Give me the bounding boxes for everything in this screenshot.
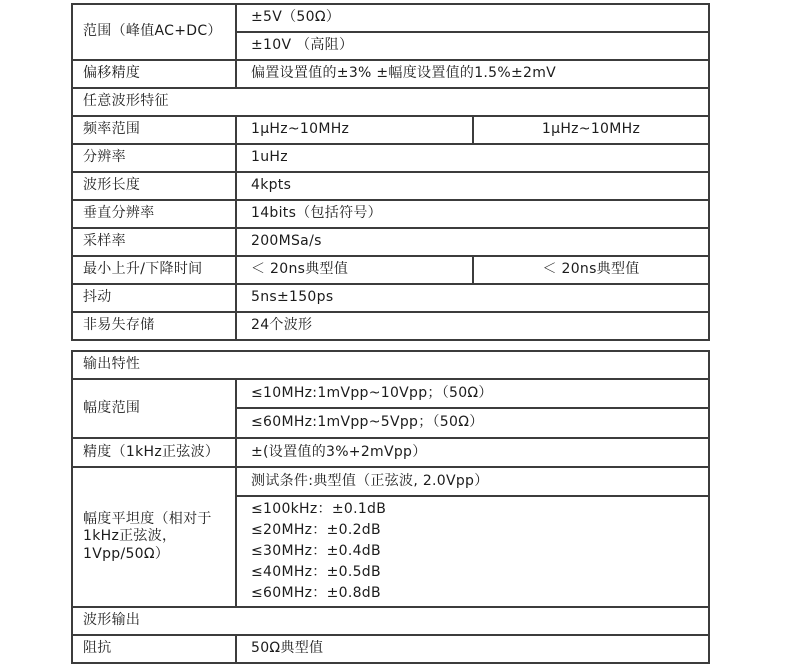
flatness-line-20mhz: ≤20MHz：±0.2dB bbox=[251, 522, 381, 538]
freq-range-value-right: 1μHz~10MHz bbox=[473, 116, 709, 144]
rise-fall-time-label: 最小上升/下降时间 bbox=[72, 256, 236, 284]
amplitude-range-value-60mhz: ≤60MHz:1mVpp~5Vpp；（50Ω） bbox=[236, 408, 709, 438]
sample-rate-value: 200MSa/s bbox=[236, 228, 709, 256]
rise-fall-time-value-right: ＜ 20ns典型值 bbox=[473, 256, 709, 284]
row-section-waveform-output bbox=[72, 607, 709, 635]
freq-range-value-left: 1μHz~10MHz bbox=[236, 116, 473, 144]
range-value-50ohm: ±5V（50Ω） bbox=[236, 4, 709, 32]
freq-range-label: 频率范围 bbox=[72, 116, 236, 144]
rise-fall-time-value-left: ＜ 20ns典型值 bbox=[236, 256, 473, 284]
sample-rate-label: 采样率 bbox=[72, 228, 236, 256]
wave-length-value: 4kpts bbox=[236, 172, 709, 200]
accuracy-label: 精度（1kHz正弦波） bbox=[72, 438, 236, 467]
vertical-resolution-value: 14bits（包括符号） bbox=[236, 200, 709, 228]
row-flatness-condition bbox=[72, 467, 709, 496]
flatness-line-100khz: ≤100kHz：±0.1dB bbox=[251, 501, 387, 517]
row-jitter bbox=[72, 284, 709, 312]
impedance-value: 50Ω典型值 bbox=[236, 635, 709, 663]
row-nonvolatile-storage bbox=[72, 312, 709, 340]
vertical-resolution-label: 垂直分辨率 bbox=[72, 200, 236, 228]
row-range-50ohm bbox=[72, 4, 709, 32]
jitter-value: 5ns±150ps bbox=[236, 284, 709, 312]
flatness-label: 幅度平坦度（相对于1kHz正弦波，1Vpp/50Ω） bbox=[72, 467, 236, 607]
range-label: 范围（峰值AC+DC） bbox=[72, 4, 236, 60]
row-resolution bbox=[72, 144, 709, 172]
spec-table-general bbox=[71, 3, 710, 341]
flatness-condition: 测试条件:典型值（正弦波, 2.0Vpp） bbox=[236, 467, 709, 496]
row-section-output bbox=[72, 351, 709, 379]
row-impedance bbox=[72, 635, 709, 663]
row-offset-accuracy bbox=[72, 60, 709, 88]
row-wave-length bbox=[72, 172, 709, 200]
waveform-output-section-title: 波形输出 bbox=[72, 607, 709, 635]
row-amplitude-range-10mhz bbox=[72, 379, 709, 408]
range-value-highz: ±10V （高阻） bbox=[236, 32, 709, 60]
resolution-value: 1uHz bbox=[236, 144, 709, 172]
amplitude-range-value-10mhz: ≤10MHz:1mVpp~10Vpp；（50Ω） bbox=[236, 379, 709, 408]
offset-accuracy-label: 偏移精度 bbox=[72, 60, 236, 88]
row-accuracy bbox=[72, 438, 709, 467]
flatness-line-40mhz: ≤40MHz：±0.5dB bbox=[251, 564, 381, 580]
wave-length-label: 波形长度 bbox=[72, 172, 236, 200]
flatness-values bbox=[236, 496, 709, 607]
spec-table-output bbox=[71, 350, 710, 664]
resolution-label: 分辨率 bbox=[72, 144, 236, 172]
row-sample-rate bbox=[72, 228, 709, 256]
flatness-line-30mhz: ≤30MHz：±0.4dB bbox=[251, 543, 381, 559]
row-rise-fall-time bbox=[72, 256, 709, 284]
flatness-line-60mhz: ≤60MHz：±0.8dB bbox=[251, 585, 381, 601]
row-section-arb bbox=[72, 88, 709, 116]
row-freq-range bbox=[72, 116, 709, 144]
output-section-title: 输出特性 bbox=[72, 351, 709, 379]
arb-section-title: 任意波形特征 bbox=[72, 88, 709, 116]
nonvolatile-storage-label: 非易失存储 bbox=[72, 312, 236, 340]
jitter-label: 抖动 bbox=[72, 284, 236, 312]
offset-accuracy-value: 偏置设置值的±3% ±幅度设置值的1.5%±2mV bbox=[236, 60, 709, 88]
nonvolatile-storage-value: 24个波形 bbox=[236, 312, 709, 340]
row-vertical-resolution bbox=[72, 200, 709, 228]
amplitude-range-label: 幅度范围 bbox=[72, 379, 236, 438]
impedance-label: 阻抗 bbox=[72, 635, 236, 663]
accuracy-value: ±(设置值的3%+2mVpp） bbox=[236, 438, 709, 467]
